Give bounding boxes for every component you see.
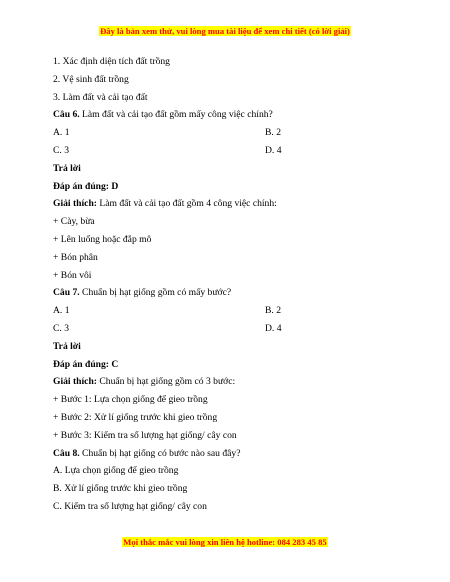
- explanation-text: Chuẩn bị hạt giống gồm có 3 bước:: [96, 376, 236, 388]
- correct-answer: Đáp án đúng: D: [53, 180, 119, 192]
- explanation-point: + Bón phân: [53, 251, 98, 263]
- question-label: Câu 8.: [53, 447, 80, 459]
- explanation-text: Làm đất và cải tạo đất gồm 4 công việc chính:: [96, 198, 277, 210]
- intro-item: 3. Làm đất và cải tạo đất: [53, 91, 148, 103]
- intro-item: 2. Vệ sinh đất trồng: [53, 73, 129, 85]
- preview-notice-text: Đây là bản xem thử, vui lòng mua tài liệu để xem chi tiết (có lời giải): [100, 26, 350, 36]
- explanation-label: Giải thích:: [53, 198, 97, 210]
- option-c: C. 3: [53, 144, 69, 156]
- explanation: [53, 373, 423, 391]
- question-label: Câu 6.: [53, 109, 80, 121]
- option-a: A. 1: [53, 305, 70, 317]
- option-b: B. 2: [265, 305, 281, 317]
- option-c: C. Kiểm tra số lượng hạt giống/ cây con: [53, 500, 207, 512]
- explanation-point: + Cày, bừa: [53, 216, 95, 228]
- question-text: Làm đất và cải tạo đất gồm mấy công việc chính?: [79, 109, 273, 121]
- hotline-footer-banner: [0, 536, 450, 548]
- preview-notice-banner: [0, 25, 450, 37]
- option-b: B. 2: [265, 127, 281, 139]
- option-a: A. Lựa chọn giống để gieo trồng: [53, 465, 179, 477]
- explanation-point: + Bước 2: Xử lí giống trước khi gieo trồng: [53, 411, 218, 423]
- options-row: [53, 320, 423, 338]
- options-row: [53, 302, 423, 320]
- explanation-label: Giải thích:: [53, 376, 97, 388]
- document-content: [53, 53, 423, 516]
- option-a: A. 1: [53, 127, 70, 139]
- option-c: C. 3: [53, 322, 69, 334]
- question-label: Câu 7.: [53, 287, 80, 299]
- question-text: Chuẩn bị hạt giống có bước nào sau đây?: [79, 447, 241, 459]
- hotline-text: Mọi thắc mắc vui lòng xin liên hệ hotline: 084 283 45 85: [123, 537, 327, 547]
- explanation-point: + Bước 3: Kiểm tra số lượng hạt giống/ cây con: [53, 429, 237, 441]
- answer-heading: Trả lời: [53, 162, 81, 174]
- question-8: [53, 445, 423, 463]
- question-text: Chuẩn bị hạt giống gồm có mấy bước?: [79, 287, 232, 299]
- option-b: B. Xử lí giống trước khi gieo trồng: [53, 483, 188, 495]
- correct-answer: Đáp án đúng: C: [53, 358, 119, 370]
- question-6: [53, 106, 423, 124]
- options-row: [53, 142, 423, 160]
- intro-item: 1. Xác định diện tích đất trồng: [53, 56, 170, 67]
- answer-heading: Trả lời: [53, 340, 81, 352]
- question-7: [53, 284, 423, 302]
- explanation-point: + Bón vôi: [53, 269, 92, 281]
- option-d: D. 4: [265, 144, 282, 156]
- explanation-point: + Lên luống hoặc đắp mô: [53, 233, 152, 245]
- options-row: [53, 124, 423, 142]
- explanation: [53, 195, 423, 213]
- explanation-point: + Bước 1: Lựa chọn giống để gieo trồng: [53, 394, 208, 406]
- option-d: D. 4: [265, 322, 282, 334]
